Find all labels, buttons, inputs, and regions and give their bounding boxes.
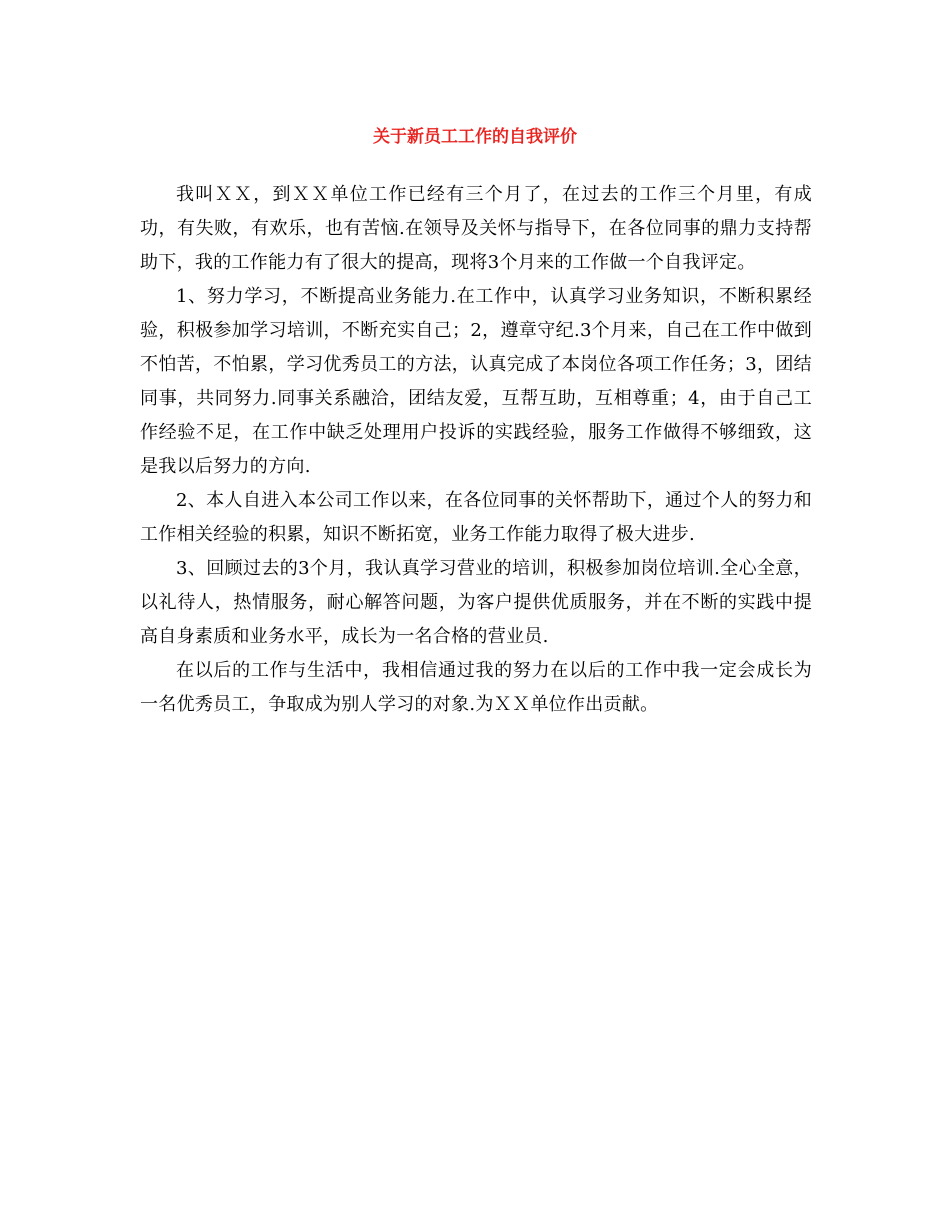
document-title: 关于新员工工作的自我评价 xyxy=(373,127,577,147)
paragraph-point-3: 3、回顾过去的3个月，我认真学习营业的培训，积极参加岗位培训.全心全意，以礼待人，热情服务，耐心解答问题，为客户提供优质服务，并在不断的实践中提高自身素质和业务水平，成长为一名合格的营业员. xyxy=(140,558,812,647)
paragraph-point-2: 2、本人自进入本公司工作以来，在各位同事的关怀帮助下，通过个人的努力和工作相关经验的积累，知识不断拓宽，业务工作能力取得了极大进步. xyxy=(140,490,812,545)
paragraph-point-1: 1、努力学习，不断提高业务能力.在工作中，认真学习业务知识，不断积累经验，积极参加学习培训，不断充实自己；2，遵章守纪.3个月来，自己在工作中做到不怕苦，不怕累，学习优秀员工的方法，认真完成了本岗位各项工作任务；3，团结同事，共同努力.同事关系融洽，团结友爱，互帮互助，互相尊重；4，由于自己工作经验不足，在工作中缺乏处理用户投诉的实践经验，服务工作做得不够细致，这是我以后努力的方向. xyxy=(140,286,812,477)
paragraph-conclusion: 在以后的工作与生活中，我相信通过我的努力在以后的工作中我一定会成长为一名优秀员工，争取成为别人学习的对象.为ＸＸ单位作出贡献。 xyxy=(140,660,812,715)
document-body xyxy=(140,178,812,722)
paragraph-intro: 我叫ＸＸ，到ＸＸ单位工作已经有三个月了，在过去的工作三个月里，有成功，有失败，有欢乐，也有苦恼.在领导及关怀与指导下，在各位同事的鼎力支持帮助下，我的工作能力有了很大的提高，现将3个月来的工作做一个自我评定。 xyxy=(140,184,812,273)
